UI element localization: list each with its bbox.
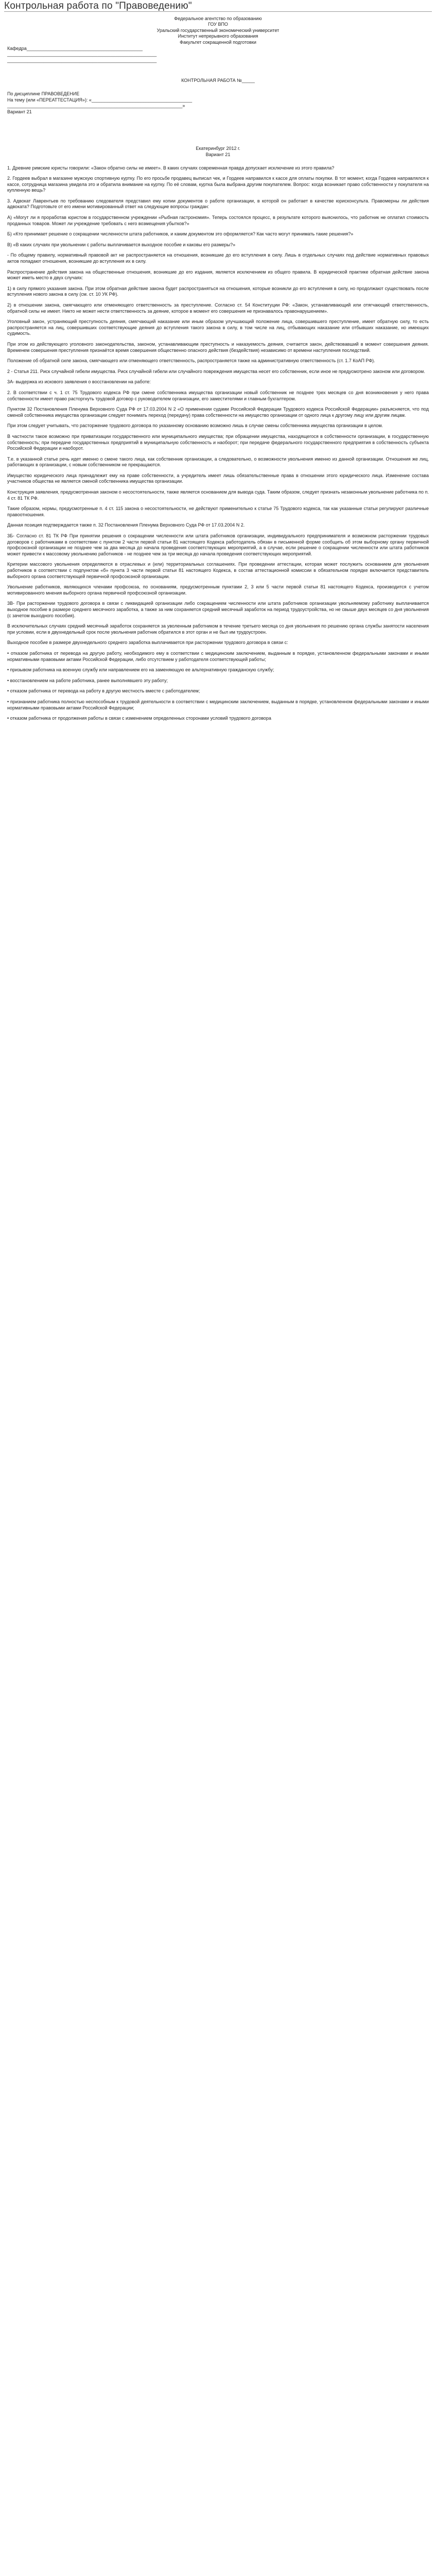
paragraph: Уголовный закон, устраняющий преступность деяния, смягчающий наказание или иным образом улучшающий положение лица, совершившего преступление, имеет обратную силу, то есть распространяется на лиц, совершивших соответствующие деяния до вступления такого закона в силу, в том числе на лиц, отбывающих наказание или отбывших наказание, но имеющих судимость. [7, 319, 429, 336]
paragraph: 3. Адвокат Лаврентьев по требованию следователя представил ему копии документов о работе организации, в которой он работает в качестве юрисконсульта. Правомерны ли действия адвоката? Подготовьте от его имени мотивированный ответ на следующие вопросы граждан: [7, 198, 429, 210]
paragraph: Распространение действия закона на общественные отношения, возникшие до его издания, является исключением из общего правила. В юридической практике обратная действие закона может иметь место в двух случаях: [7, 269, 429, 281]
paragraph: Такие образом, нормы, предусмотренные п. 4 ст. 115 закона о несостоятельности, не действуют применительно к статье 75 Трудового кодекса, так как указанные статьи регулируют различные правоотношения. [7, 506, 429, 517]
paragraph: 2. Гордеев выбрал в магазине мужскую спортивную куртку. По его просьбе продавец выписал чек, и Гордеев направился к кассе для оплаты покупки. В тот момент, когда Гордеев направлялся к кассе, сотрудница магазина увидела это и обратила внимание на куртку. По её словам, куртка была выбрана другим покупателем. Вопрос: когда возникает право собственности у покупателя на купленную вещь? [7, 176, 429, 193]
paragraph: 2) в отношении закона, смягчающего или отменяющего ответственность за преступление. Согласно ст. 54 Конституции РФ: «Закон, устанавливающий или отягчающий ответственность, обратной силы не имеет. Никто не может нести ответственность за деяние, которое в момент его совершения не признавалось правонарушением». [7, 302, 429, 314]
topic-continuation: ____________________________________________________________________» [7, 103, 185, 109]
paragraph: • отказом работника от продолжения работы в связи с изменением определенных сторонами условий трудового договора [7, 716, 271, 721]
discipline-label: По дисциплине ПРАВОВЕДЕНИЕ [7, 91, 80, 96]
paragraph: Увольнение работников, являющихся членами профсоюза, по основаниям, предусмотренным пунктами 2, 3 или 5 части первой статьи 81 настоящего Кодекса, производится с учетом мотивированного мнения выборного органа первичной профсоюзной организации. [7, 584, 429, 596]
page-header [0, 0, 436, 9]
paragraph: 1) в силу прямого указания закона. При этом обратная действие закона будет распространяться на отношения, которые возникли до его вступления в силу, но продолжают существовать после вступления нового закона в силу (см. ст. 10 УК РФ). [7, 285, 429, 297]
paragraph: • отказом работника от перевода на другую работу, необходимого ему в соответствии с медицинским заключением, выданным в порядке, установленном федеральными законами и иными нормативными правовыми актами Российской Федерации, либо отсутствием у работодателя соответствующей работы; [7, 650, 429, 662]
topic-line: На тему (или «ПЕРЕАТТЕСТАЦИЯ»): «_______________________________________ [7, 97, 193, 103]
paragraph: При этом из действующего уголовного законодательства, законом, устанавливающим преступность и наказуемость деяния, считается закон, действовавший в момент совершения деяния. Временем совершения преступления признаётся время совершения общественно опасного действия (бездействия) независимо от времени наступления последствий. [7, 341, 429, 353]
variant-label: Вариант 21 [7, 109, 32, 114]
paragraph: Критерии массового увольнения определяются в отраслевых и (или) территориальных соглашениях. При проведении аттестации, которая может послужить основанием для увольнения работников в соответствии с подпунктом «б» пункта 3 части первой статьи 81 настоящего Кодекса, в состав аттестационной комиссии в обязательном порядке включается представитель выборного органа соответствующей первичной профсоюзной организации. [7, 562, 429, 579]
page-title: Контрольная работа по "Правоведению" [4, 1, 192, 11]
paragraph: 3А- выдержка из искового заявления о восстановлении на работе: [7, 379, 151, 385]
paragraph: • признанием работника полностью неспособным к трудовой деятельности в соответствии с медицинским заключением, выданным в порядке, установленном федеральными законами и иными нормативными правовыми актами Российской Федерации; [7, 699, 429, 710]
paragraph: • призывом работника на военную службу или направлением его на заменяющую ее альтернативную гражданскую службу; [7, 667, 274, 673]
paragraph: 2. В соответствии с ч. 1 ст. 75 Трудового кодекса РФ при смене собственника имущества организации новый собственник не позднее трех месяцев со дня возникновения у него права собственности имеет право расторгнуть трудовой договор с руководителем организации, его заместителями и главным бухгалтером. [7, 389, 429, 401]
paragraph: В) «В каких случаях при увольнении с работы выплачивается выходное пособие и каковы его размеры?» [7, 242, 236, 247]
document-body [0, 16, 436, 722]
paragraph: Пунктом 32 Постановления Пленума Верховного Суда РФ от 17.03.2004 N 2 «О применении судами Российской Федерации Трудового кодекса Российской Федерации» разъясняется, что под сменой собственника имущества организации следует понимать переход (передачу) права собственности на имущество организации от одного лица к другому лицу или другим лицам. [7, 406, 429, 418]
paragraph: - По общему правилу, нормативный правовой акт не распространяется на отношения, возникшие до его вступления в силу. Лишь в отдельных случаях под действие нормативных правовых актов попадают отношения, возникшие до вступления их в силу. [7, 252, 429, 264]
agency-name: Федеральное агентство по образованию [174, 15, 262, 21]
sections [7, 165, 429, 722]
university-name: Уральский государственный экономический университет [156, 27, 280, 33]
paragraph: 1. Древние римские юристы говорили: «Закон обратно силы не имеет». В каких случаях современная правда допускает исключение из этого правила? [7, 165, 335, 171]
faculty-name: Факультет сокращенной подготовки [180, 39, 256, 45]
paragraph: Т.е. в указанной статье речь идет именно о смене такого лица, как собственник организации, а следовательно, о возможности увольнения именно из данной организации. Отношения же лиц, работающих в организации, с новым собственником не прекращаются. [7, 456, 429, 468]
paragraph: Конструкция заявления, предусмотренная законом о несостоятельности, также является основанием для вывода суда. Таким образом, следует признать незаконным увольнение работника по п. 4 ст. 81 ТК РФ. [7, 489, 429, 501]
paragraph: Положение об обратной силе закона, смягчающего или отменяющего ответственность, распространяется также на административную ответственность (ст. 1.7 КоАП РФ). [7, 358, 375, 364]
variant-number: Вариант 21 [205, 151, 231, 157]
department-field: Кафедра_____________________________________________ [7, 45, 143, 51]
institution-name: ГОУ ВПО [208, 22, 228, 27]
paragraph: Выходное пособие в размере двухнедельного среднего заработка выплачивается при расторжении трудового договора в связи с: [7, 640, 288, 646]
paragraph: Имущество юридического лица принадлежит ему на праве собственности, а учредитель имеет лишь обязательственные права в отношении этого юридического лица. Изменение состава участников общества не является сменой собственника имущества организации. [7, 472, 429, 484]
institute-name: Институт непрерывного образования [178, 33, 258, 39]
blank-line-2: __________________________________________________________ [7, 57, 157, 63]
paragraph: 3Б- Согласно ст. 81 ТК РФ При принятии решения о сокращении численности или штата работников организации, индивидуального предпринимателя и возможном расторжении трудовых договоров с работниками в соответствии с пунктом 2 части первой статьи 81 настоящего Кодекса работодатель обязан в письменной форме сообщить об этом выборному органу первичной профсоюзной организации не позднее чем за два месяца до начала проведения соответствующих мероприятий, а в случае, если решение о сокращении численности или штата работников может привести к массовому увольнению работников - не позднее чем за три месяца до начала проведения соответствующих мероприятий. [7, 533, 429, 556]
paragraph: 3В- При расторжении трудового договора в связи с ликвидацией организации либо сокращением численности или штата работников организации увольняемому работнику выплачивается выходное пособие в размере среднего месячного заработка, а также за ним сохраняется средний месячный заработок на период трудоустройства, но не свыше двух месяцев со дня увольнения (с зачетом выходного пособия). [7, 601, 429, 618]
blank-line-1: __________________________________________________________ [7, 52, 157, 57]
paragraph: А) «Могут ли я проработав юристом в государственном учреждении «Рыбная гастрономия». Теперь состоялся процесс, в результате которого выяснилось, что работник не оплатил стоимость проданных товаров. Может ли учреждение требовать с него возмещения убытков?» [7, 215, 429, 226]
work-type-heading: КОНТРОЛЬНАЯ РАБОТА №_____ [181, 78, 255, 83]
city-year: Екатеринбург 2012 г. [196, 146, 240, 151]
paragraph: Б) «Кто принимает решение о сокращении численности штата работников, и каким документом это оформляется? Как часто могут принимать такие решения?» [7, 231, 354, 237]
paragraph: • отказом работника от перевода на работу в другую местность вместе с работодателем; [7, 688, 200, 694]
paragraph: В исключительных случаях средний месячный заработок сохраняется за уволенным работником в течение третьего месяца со дня увольнения по решению органа службы занятости населения при условии, если в двухнедельный срок после увольнения работник обратился в этот орган и не был им трудоустроен. [7, 623, 429, 635]
paragraph: При этом следует учитывать, что расторжение трудового договора по указанному основанию возможно лишь в случае смены собственника имущества организации в целом. [7, 423, 383, 429]
paragraph: • восстановлением на работе работника, ранее выполнявшего эту работу; [7, 677, 168, 683]
paragraph: 2 - Статья 211. Риск случайной гибели имущества. Риск случайной гибели или случайного повреждения имущества несет его собственник, если иное не предусмотрено законом или договором. [7, 368, 425, 374]
paragraph: Данная позиция подтверждается также п. 32 Постановления Пленума Верховного Суда РФ от 17.03.2004 N 2. [7, 522, 245, 528]
paragraph: В частности такое возможно при приватизации государственного или муниципального имущества; при обращении имущества, находящегося в собственности организации, в государственную собственность; при передаче государственных предприятий в муниципальную собственность и наоборот; при передаче федерального государственного предприятия в собственность субъекта Российской Федерации и наоборот. [7, 433, 429, 451]
